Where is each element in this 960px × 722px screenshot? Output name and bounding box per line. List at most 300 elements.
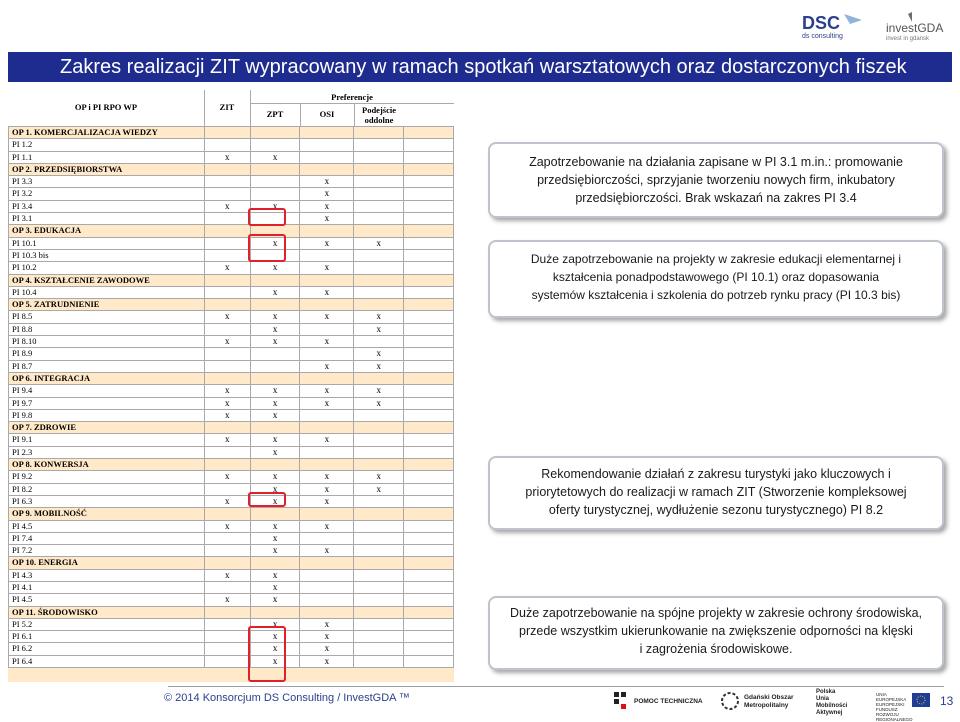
investgda-logo-text: investGDA	[886, 21, 944, 35]
callout-2-line-3: systemów kształcenia i szkolenia do potrzeb rynku pracy (PI 10.3 bis)	[531, 288, 901, 302]
zit-cell	[204, 274, 250, 286]
osi-cell: x	[300, 483, 354, 495]
highlight-box-pi-3-4	[248, 208, 286, 226]
zpt-cell: x	[250, 520, 300, 532]
table-row	[9, 545, 454, 557]
zpt-cell: x	[250, 643, 300, 655]
table-row	[9, 249, 454, 261]
podejscie-cell	[354, 213, 404, 225]
table-row	[9, 200, 454, 212]
osi-cell: x	[300, 495, 354, 507]
zpt-cell	[250, 459, 300, 471]
header-osi: OSI	[319, 109, 335, 119]
osi-cell: x	[300, 618, 354, 630]
table-op-row	[9, 459, 454, 471]
pi-label: PI 9.8	[9, 409, 205, 421]
callout-3-line-1: Rekomendowanie działań z zakresu turystyki jako kluczowych i	[541, 467, 891, 481]
osi-cell	[300, 348, 354, 360]
pi-label: PI 8.10	[9, 336, 205, 348]
osi-cell: x	[300, 311, 354, 323]
zpt-cell: x	[250, 397, 300, 409]
table-row	[9, 262, 454, 274]
eu-label-3: ROZWOJU REGIONALNEGO	[876, 712, 913, 722]
zpt-cell: x	[250, 409, 300, 421]
op-label: OP 11. ŚRODOWISKO	[9, 606, 205, 618]
podejscie-cell: x	[354, 237, 404, 249]
callout-3-line-2: priorytetowych do realizacji w ramach ZIT (Stworzenie kompleksowej	[525, 485, 907, 499]
table-row	[9, 336, 454, 348]
podejscie-cell	[354, 274, 404, 286]
osi-cell	[300, 372, 354, 384]
pi-label: PI 6.3	[9, 495, 205, 507]
zit-cell: x	[204, 200, 250, 212]
zit-cell	[204, 286, 250, 298]
eu-label-1: UNIA EUROPEJSKA	[876, 692, 907, 702]
zpt-cell	[250, 299, 300, 311]
op-label: OP 3. EDUKACJA	[9, 225, 205, 237]
podejscie-cell	[354, 434, 404, 446]
podejscie-cell: x	[354, 360, 404, 372]
zpt-cell: x	[250, 655, 300, 667]
op-label: OP 10. ENERGIA	[9, 557, 205, 569]
osi-cell	[300, 323, 354, 335]
podejscie-cell	[354, 532, 404, 544]
zpt-cell	[250, 508, 300, 520]
pi-label: PI 8.5	[9, 311, 205, 323]
zit-cell: x	[204, 471, 250, 483]
zpt-cell: x	[250, 323, 300, 335]
osi-cell: x	[300, 262, 354, 274]
callout-1-line-1: Zapotrzebowanie na działania zapisane w PI 3.1 m.in.: promowanie	[529, 155, 903, 169]
zit-cell	[204, 618, 250, 630]
table-row	[9, 581, 454, 593]
table-op-row	[9, 508, 454, 520]
podejscie-cell	[354, 163, 404, 175]
osi-cell	[300, 532, 354, 544]
header-podejscie: Podejście oddolne	[362, 105, 396, 125]
zit-cell	[204, 655, 250, 667]
pi-label: PI 9.2	[9, 471, 205, 483]
osi-cell	[300, 139, 354, 151]
op-label: OP 4. KSZTAŁCENIE ZAWODOWE	[9, 274, 205, 286]
zit-cell	[204, 176, 250, 188]
op-label: OP 7. ZDROWIE	[9, 422, 205, 434]
table-row	[9, 495, 454, 507]
eu-logo	[876, 692, 913, 722]
podejscie-cell	[354, 545, 404, 557]
zit-cell	[204, 643, 250, 655]
podejscie-cell	[354, 655, 404, 667]
pi-label: PI 8.9	[9, 348, 205, 360]
callout-4-line-3: i zagrożenia środowiskowe.	[639, 642, 793, 656]
zpt-cell	[250, 163, 300, 175]
highlight-box-pi-10	[248, 234, 286, 262]
callout-4-line-2: przede wszystkim ukierunkowanie na zwiększenie odporności na klęski	[519, 624, 913, 638]
zpt-cell: x	[250, 446, 300, 458]
zit-cell	[204, 557, 250, 569]
zpt-cell: x	[250, 618, 300, 630]
podejscie-cell	[354, 618, 404, 630]
zpt-cell: x	[250, 495, 300, 507]
zit-cell	[204, 237, 250, 249]
podejscie-cell: x	[354, 397, 404, 409]
zpt-cell	[250, 557, 300, 569]
table-row	[9, 483, 454, 495]
pi-label: PI 4.3	[9, 569, 205, 581]
pomoc-techniczna-logo-icon	[612, 690, 630, 712]
podejscie-cell	[354, 631, 404, 643]
osi-cell: x	[300, 188, 354, 200]
table-row	[9, 409, 454, 421]
eu-label-2: EUROPEJSKI FUNDUSZ	[876, 702, 905, 712]
op-label: OP 9. MOBILNOŚĆ	[9, 508, 205, 520]
zit-cell: x	[204, 409, 250, 421]
gom-label: Gdański Obszar Metropolitalny	[744, 694, 794, 709]
table-row	[9, 520, 454, 532]
podejscie-cell	[354, 139, 404, 151]
polska-aktywna-label: Polska Unia Mobilności Aktywnej	[816, 689, 848, 716]
zpt-cell: x	[250, 336, 300, 348]
podejscie-cell	[354, 372, 404, 384]
zpt-cell: x	[250, 200, 300, 212]
zit-cell	[204, 631, 250, 643]
podejscie-cell	[354, 127, 404, 139]
zpt-cell: x	[250, 434, 300, 446]
osi-cell	[300, 459, 354, 471]
pi-label: PI 7.2	[9, 545, 205, 557]
table-row	[9, 631, 454, 643]
zit-cell	[204, 139, 250, 151]
osi-cell	[300, 249, 354, 261]
table-op-row	[9, 299, 454, 311]
zpt-cell: x	[250, 286, 300, 298]
podejscie-cell: x	[354, 311, 404, 323]
table-row	[9, 213, 454, 225]
zit-cell: x	[204, 495, 250, 507]
zit-cell	[204, 606, 250, 618]
pi-label: PI 8.8	[9, 323, 205, 335]
table-row	[9, 151, 454, 163]
zit-cell: x	[204, 594, 250, 606]
podejscie-cell	[354, 262, 404, 274]
table-row	[9, 139, 454, 151]
zit-cell	[204, 299, 250, 311]
zpt-cell	[250, 348, 300, 360]
callout-4-line-1: Duże zapotrzebowanie na spójne projekty w zakresie ochrony środowiska,	[509, 606, 923, 620]
podejscie-cell: x	[354, 323, 404, 335]
pi-label: PI 3.4	[9, 200, 205, 212]
zit-cell: x	[204, 336, 250, 348]
zit-cell	[204, 188, 250, 200]
podejscie-cell	[354, 409, 404, 421]
callout-1-line-3: przedsiębiorczości. Brak wskazań na zakres PI 3.4	[575, 191, 857, 205]
osi-cell: x	[300, 434, 354, 446]
osi-cell	[300, 225, 354, 237]
zpt-cell: x	[250, 532, 300, 544]
zit-cell	[204, 581, 250, 593]
table-row	[9, 397, 454, 409]
podejscie-cell: x	[354, 348, 404, 360]
table-row	[9, 434, 454, 446]
podejscie-cell	[354, 594, 404, 606]
pi-label: PI 10.4	[9, 286, 205, 298]
pi-label: PI 10.3 bis	[9, 249, 205, 261]
osi-cell: x	[300, 286, 354, 298]
podejscie-cell	[354, 286, 404, 298]
dsc-consulting-logo	[800, 10, 870, 40]
zit-cell	[204, 127, 250, 139]
osi-cell: x	[300, 631, 354, 643]
zpt-cell	[250, 606, 300, 618]
zpt-cell	[250, 360, 300, 372]
zit-cell	[204, 459, 250, 471]
copyright-text: © 2014 Konsorcjum DS Consulting / InvestGDA ™	[164, 692, 410, 704]
osi-cell: x	[300, 385, 354, 397]
header-preferencje: Preferencje	[331, 92, 373, 102]
osi-cell	[300, 606, 354, 618]
zit-cell: x	[204, 520, 250, 532]
pi-label: PI 7.4	[9, 532, 205, 544]
zpt-cell	[250, 422, 300, 434]
pi-label: PI 3.3	[9, 176, 205, 188]
dsc-logo-sub: ds consulting	[802, 33, 843, 40]
podejscie-cell	[354, 581, 404, 593]
zpt-cell: x	[250, 581, 300, 593]
osi-cell	[300, 508, 354, 520]
pi-label: PI 6.2	[9, 643, 205, 655]
osi-cell	[300, 446, 354, 458]
op-label: OP 2. PRZEDSIĘBIORSTWA	[9, 163, 205, 175]
zpt-cell	[250, 188, 300, 200]
table-row	[9, 237, 454, 249]
table-row	[9, 618, 454, 630]
osi-cell	[300, 163, 354, 175]
zit-cell	[204, 249, 250, 261]
podejscie-cell: x	[354, 483, 404, 495]
podejscie-cell	[354, 336, 404, 348]
op-label: OP 1. KOMERCJALIZACJA WIEDZY	[9, 127, 205, 139]
pi-label: PI 3.2	[9, 188, 205, 200]
pi-label: PI 5.2	[9, 618, 205, 630]
podejscie-cell: x	[354, 471, 404, 483]
podejscie-cell: x	[354, 385, 404, 397]
pi-label: PI 3.1	[9, 213, 205, 225]
osi-cell	[300, 274, 354, 286]
zpt-cell: x	[250, 471, 300, 483]
gom-logo-icon	[720, 690, 740, 712]
op-label: OP 8. KONWERSJA	[9, 459, 205, 471]
podejscie-cell	[354, 459, 404, 471]
table-row	[9, 532, 454, 544]
podejscie-cell	[354, 249, 404, 261]
op-label: OP 5. ZATRUDNIENIE	[9, 299, 205, 311]
table-row	[9, 286, 454, 298]
osi-cell	[300, 151, 354, 163]
callout-2-line-2: kształcenia ponadpodstawowego (PI 10.1) oraz dopasowania	[552, 270, 880, 284]
op-label: OP 6. INTEGRACJA	[9, 372, 205, 384]
pi-label: PI 1.1	[9, 151, 205, 163]
table-op-row	[9, 127, 454, 139]
zit-cell: x	[204, 151, 250, 163]
preferences-table	[8, 90, 454, 682]
zpt-cell: x	[250, 594, 300, 606]
table-op-row	[9, 422, 454, 434]
zpt-cell: x	[250, 151, 300, 163]
preferences-grid	[8, 126, 454, 668]
pi-label: PI 6.4	[9, 655, 205, 667]
table-row	[9, 385, 454, 397]
table-row	[9, 471, 454, 483]
zpt-cell: x	[250, 237, 300, 249]
callout-turystyka	[488, 456, 944, 530]
pi-label: PI 2.3	[9, 446, 205, 458]
zit-cell	[204, 483, 250, 495]
zpt-cell: x	[250, 569, 300, 581]
osi-cell: x	[300, 643, 354, 655]
highlight-box-op-11	[248, 626, 286, 682]
pi-label: PI 9.1	[9, 434, 205, 446]
callout-2-line-1: Duże zapotrzebowanie na projekty w zakresie edukacji elementarnej i	[530, 252, 902, 266]
table-row	[9, 643, 454, 655]
pi-label: PI 6.1	[9, 631, 205, 643]
table-row	[9, 446, 454, 458]
zit-cell	[204, 446, 250, 458]
zit-cell	[204, 360, 250, 372]
pi-label: PI 9.4	[9, 385, 205, 397]
osi-cell: x	[300, 176, 354, 188]
osi-cell	[300, 594, 354, 606]
header-zit: ZIT	[219, 102, 235, 112]
osi-cell: x	[300, 213, 354, 225]
table-row	[9, 176, 454, 188]
pomoc-techniczna-label: POMOC TECHNICZNA	[634, 698, 703, 705]
table-row	[9, 188, 454, 200]
table-op-row	[9, 606, 454, 618]
table-op-row	[9, 163, 454, 175]
callout-1-line-2: przedsiębiorczości, sprzyjanie tworzeniu nowych firm, inkubatory	[537, 173, 895, 187]
pi-label: PI 9.7	[9, 397, 205, 409]
pi-label: PI 10.1	[9, 237, 205, 249]
callout-edukacja	[488, 240, 944, 318]
osi-cell	[300, 557, 354, 569]
zit-cell	[204, 508, 250, 520]
zpt-cell: x	[250, 385, 300, 397]
osi-cell: x	[300, 655, 354, 667]
zit-cell: x	[204, 397, 250, 409]
table-row	[9, 594, 454, 606]
osi-cell: x	[300, 200, 354, 212]
zit-cell	[204, 372, 250, 384]
podejscie-cell	[354, 225, 404, 237]
osi-cell: x	[300, 336, 354, 348]
podejscie-cell	[354, 643, 404, 655]
footer-divider	[168, 686, 944, 687]
page-number: 13	[940, 694, 954, 708]
table-op-row	[9, 225, 454, 237]
zpt-cell: x	[250, 545, 300, 557]
table-header	[8, 90, 454, 127]
zpt-cell	[250, 176, 300, 188]
podejscie-cell	[354, 422, 404, 434]
pi-label: PI 8.2	[9, 483, 205, 495]
table-op-row	[9, 372, 454, 384]
zpt-cell: x	[250, 631, 300, 643]
podejscie-cell	[354, 446, 404, 458]
osi-cell: x	[300, 520, 354, 532]
zit-cell	[204, 545, 250, 557]
pi-label: PI 4.5	[9, 594, 205, 606]
table-row	[9, 360, 454, 372]
table-op-row	[9, 274, 454, 286]
podejscie-cell	[354, 520, 404, 532]
table-row	[9, 348, 454, 360]
zit-cell: x	[204, 311, 250, 323]
podejscie-cell	[354, 495, 404, 507]
pi-label: PI 4.1	[9, 581, 205, 593]
table-row	[9, 655, 454, 667]
zit-cell	[204, 225, 250, 237]
zpt-cell	[250, 139, 300, 151]
pi-label: PI 10.2	[9, 262, 205, 274]
pi-label: PI 8.7	[9, 360, 205, 372]
callout-3-line-3: oferty turystycznej, wydłużenie sezonu turystycznego) PI 8.2	[548, 503, 884, 517]
zit-cell: x	[204, 434, 250, 446]
zpt-cell: x	[250, 483, 300, 495]
title-bar	[8, 52, 952, 82]
zit-cell	[204, 163, 250, 175]
zit-cell	[204, 213, 250, 225]
osi-cell: x	[300, 237, 354, 249]
investgda-logo-sub: invest in gdansk	[886, 36, 930, 42]
osi-cell: x	[300, 471, 354, 483]
eu-flag-icon	[912, 693, 930, 707]
podejscie-cell	[354, 569, 404, 581]
table-row	[9, 311, 454, 323]
osi-cell: x	[300, 360, 354, 372]
osi-cell	[300, 422, 354, 434]
podejscie-cell	[354, 557, 404, 569]
osi-cell: x	[300, 397, 354, 409]
podejscie-cell	[354, 151, 404, 163]
osi-cell	[300, 409, 354, 421]
zit-cell	[204, 422, 250, 434]
zpt-cell	[250, 274, 300, 286]
highlight-box-pi-8-2	[248, 492, 286, 507]
table-row	[9, 323, 454, 335]
header-zpt: ZPT	[266, 109, 284, 119]
zpt-cell	[250, 372, 300, 384]
zit-cell	[204, 532, 250, 544]
zit-cell: x	[204, 385, 250, 397]
podejscie-cell	[354, 508, 404, 520]
callout-srodowisko	[488, 596, 944, 670]
osi-cell	[300, 299, 354, 311]
osi-cell: x	[300, 545, 354, 557]
osi-cell	[300, 127, 354, 139]
podejscie-cell	[354, 176, 404, 188]
podejscie-cell	[354, 200, 404, 212]
zpt-cell: x	[250, 311, 300, 323]
dsc-logo-text: DSC	[802, 13, 841, 33]
pi-label: PI 1.2	[9, 139, 205, 151]
table-op-row	[9, 557, 454, 569]
zit-cell: x	[204, 569, 250, 581]
podejscie-cell	[354, 606, 404, 618]
podejscie-cell	[354, 299, 404, 311]
osi-cell	[300, 581, 354, 593]
investgda-logo	[886, 12, 946, 42]
table-row	[9, 569, 454, 581]
